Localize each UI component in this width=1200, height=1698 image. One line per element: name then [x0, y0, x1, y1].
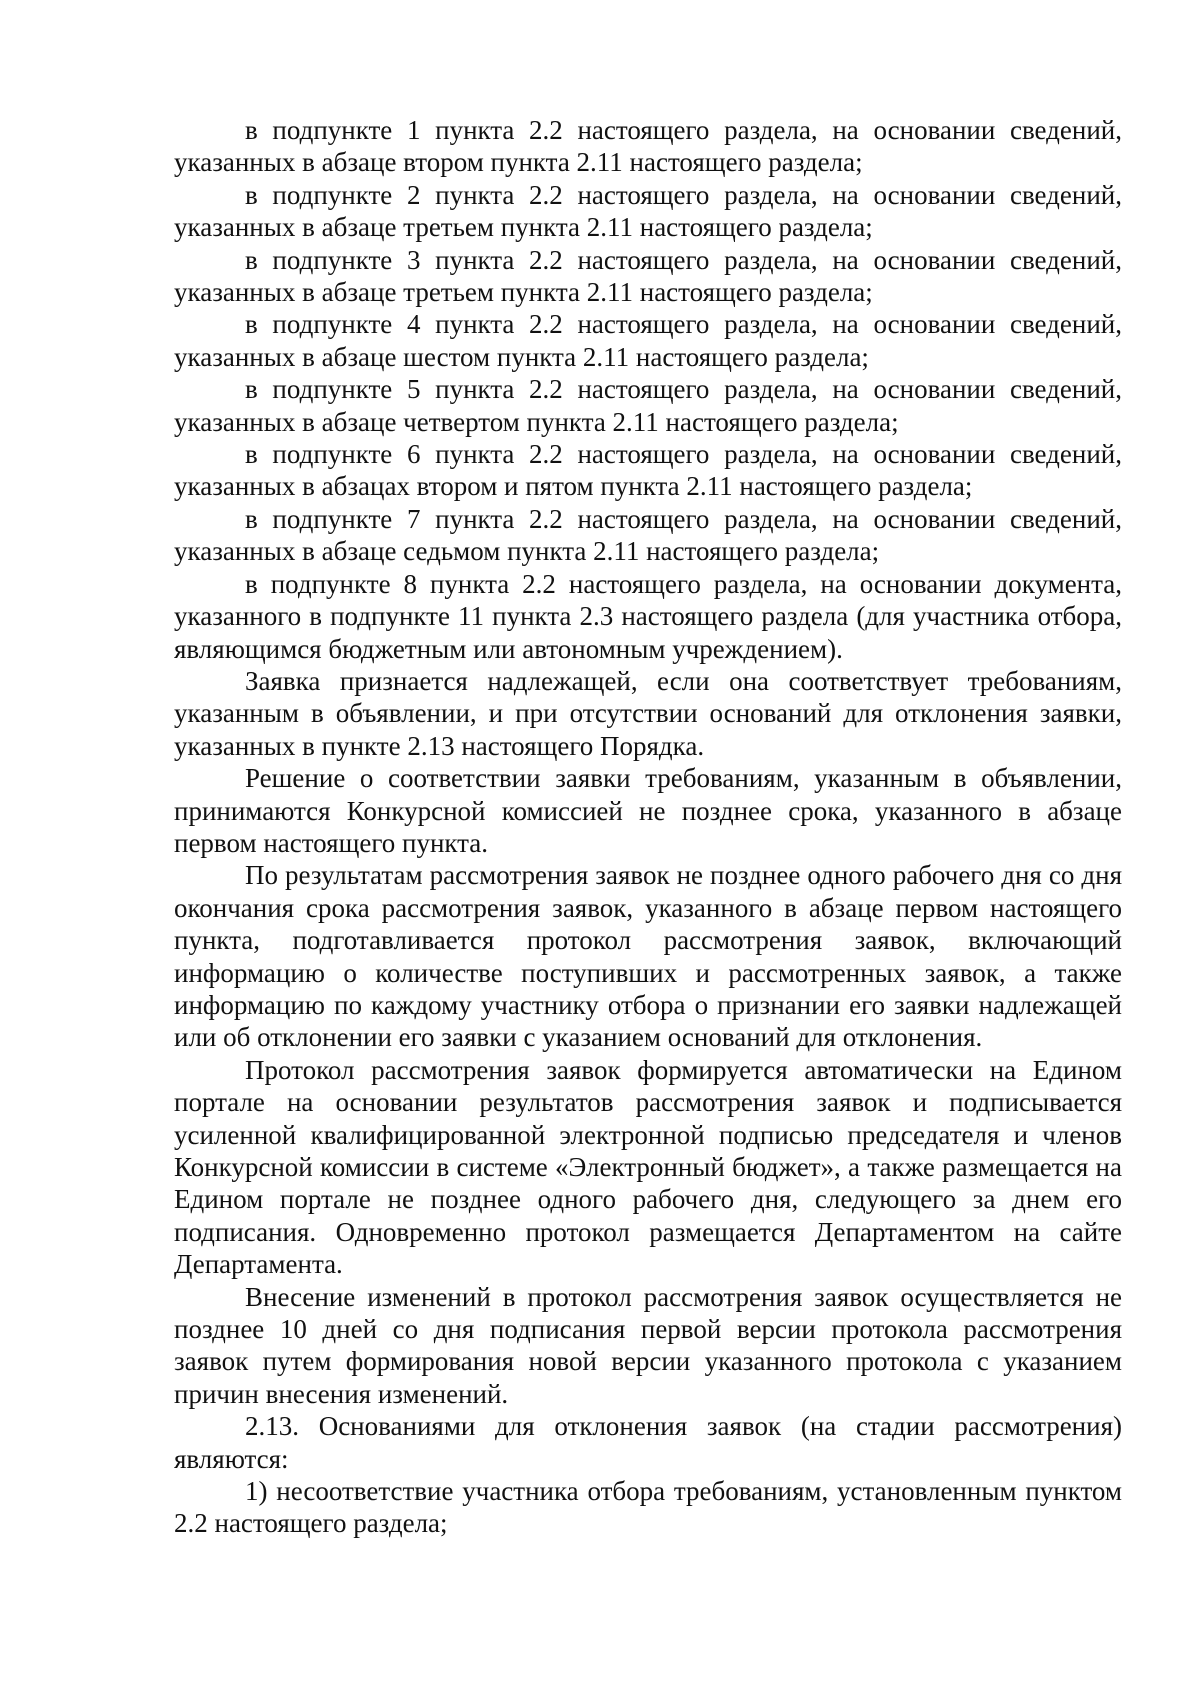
paragraph-subitem-4: в подпункте 4 пункта 2.2 настоящего раздела, на основании сведений, указанных в абзаце шестом пункта 2.11 настоящего раздела; — [174, 309, 1122, 372]
paragraph-subitem-5: в подпункте 5 пункта 2.2 настоящего раздела, на основании сведений, указанных в абзаце четвертом пункта 2.11 настоящего раздела; — [174, 374, 1122, 437]
paragraph-protocol-changes: Внесение изменений в протокол рассмотрения заявок осуществляется не позднее 10 дней со дня подписания первой версии протокола рассмотрения заявок путем формирования новой версии указанного протокола с указанием причин внесения изменений. — [174, 1281, 1122, 1409]
paragraph-subitem-1: в подпункте 1 пункта 2.2 настоящего раздела, на основании сведений, указанных в абзаце втором пункта 2.11 настоящего раздела; — [174, 115, 1122, 178]
document-page — [174, 114, 1122, 1540]
paragraph-subitem-7: в подпункте 7 пункта 2.2 настоящего раздела, на основании сведений, указанных в абзаце седьмом пункта 2.11 настоящего раздела; — [174, 503, 1122, 567]
paragraph-subitem-6: в подпункте 6 пункта 2.2 настоящего раздела, на основании сведений, указанных в абзацах втором и пятом пункта 2.11 настоящего раздела; — [174, 439, 1122, 502]
paragraph-subitem-8: в подпункте 8 пункта 2.2 настоящего раздела, на основании документа, указанного в подпункте 11 пункта 2.3 настоящего раздела (для участника отбора, являющимся бюджетным или автономным учреждением). — [174, 568, 1122, 664]
paragraph-review-results: По результатам рассмотрения заявок не позднее одного рабочего дня со дня окончания срока рассмотрения заявок, указанного в абзаце первом настоящего пункта, подготавливается протокол рассмотрения заявок, включающий информацию о количестве поступивших и рассмотренных заявок, а также информацию по каждому участнику отбора о признании его заявки надлежащей или об отклонении его заявки с указанием оснований для отклонения. — [174, 860, 1122, 1053]
paragraph-rejection-ground-1: 1) несоответствие участника отбора требованиям, установленным пунктом 2.2 настоящего раздела; — [174, 1476, 1122, 1539]
paragraph-subitem-3: в подпункте 3 пункта 2.2 настоящего раздела, на основании сведений, указанных в абзаце третьем пункта 2.11 настоящего раздела; — [174, 244, 1122, 308]
paragraph-protocol-formation: Протокол рассмотрения заявок формируется автоматически на Едином портале на основании результатов рассмотрения заявок и подписывается усиленной квалифицированной электронной подписью председателя и членов Конкурсной комиссии в системе «Электронный бюджет», а также размещается на Едином портале не позднее одного рабочего дня, следующего за днем его подписания. Одновременно протокол размещается Департаментом на сайте Департамента. — [174, 1054, 1122, 1280]
paragraph-application-proper: Заявка признается надлежащей, если она соответствует требованиям, указанным в объявлении, и при отсутствии оснований для отклонения заявки, указанных в пункте 2.13 настоящего Порядка. — [174, 665, 1122, 761]
section-heading-2-13: 2.13. Основаниями для отклонения заявок (на стадии рассмотрения) являются: — [174, 1411, 1122, 1474]
paragraph-decision: Решение о соответствии заявки требованиям, указанным в объявлении, принимаются Конкурсной комиссией не позднее срока, указанного в абзаце первом настоящего пункта. — [174, 763, 1122, 858]
paragraph-subitem-2: в подпункте 2 пункта 2.2 настоящего раздела, на основании сведений, указанных в абзаце третьем пункта 2.11 настоящего раздела; — [174, 179, 1122, 243]
